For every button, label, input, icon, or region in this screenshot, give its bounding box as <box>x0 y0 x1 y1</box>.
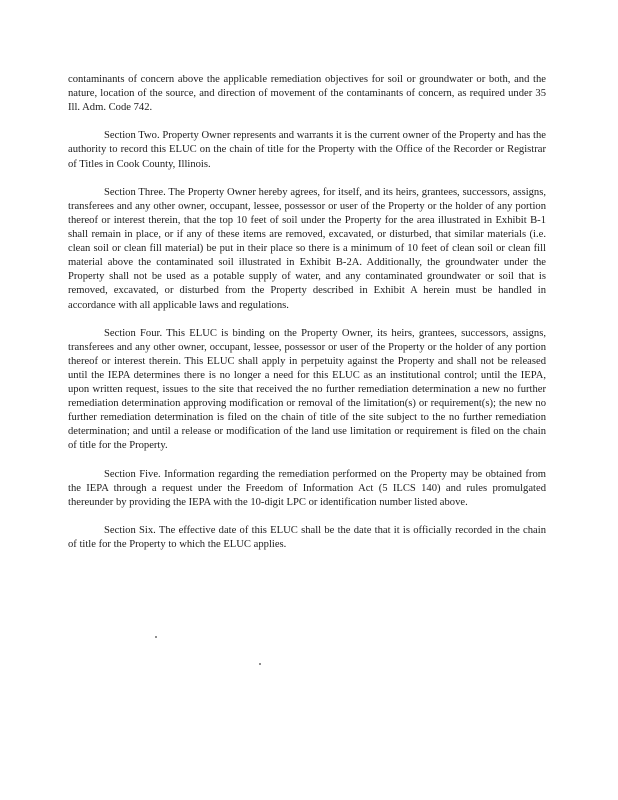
paragraph-section-six: Section Six. The effective date of this ELUC shall be the date that it is officially recorded in the chain of title for the Property to which the ELUC applies. <box>68 525 546 551</box>
paragraph-section-two: Section Two. Property Owner represents and warrants it is the current owner of the Property and has the authority to record this ELUC on the chain of title for the Property with the Office of the Recorder or Registrar of Titles in Cook County, Illinois. <box>68 130 546 170</box>
paragraph-section-three: Section Three. The Property Owner hereby agrees, for itself, and its heirs, grantees, successors, assigns, transferees and any other owner, occupant, lessee, possessor or user of the Property or the holder of any portion thereof or interest therein, that the top 10 feet of soil under the Property for the area illustrated in Exhibit B-1 shall remain in place, or if any of these items are removed, excavated, or disturbed, that similar materials (i.e. clean soil or clean fill material) be put in their place so there is a minimum of 10 feet of clean soil or clean fill material above the contaminated soil illustrated in Exhibit B-2A. Additionally, the groundwater under the Property shall not be used as a potable supply of water, and any contaminated groundwater or soil that is removed, excavated, or disturbed from the Property described in Exhibit A herein must be handled in accordance with all applicable laws and regulations. <box>68 186 546 311</box>
scan-speck <box>155 636 157 638</box>
document-body <box>68 73 546 566</box>
paragraph-section-five: Section Five. Information regarding the remediation performed on the Property may be obtained from the IEPA through a request under the Freedom of Information Act (5 ILCS 140) and rules promulgated thereunder by providing the IEPA with the 10-digit LPC or identification number listed above. <box>68 468 546 508</box>
paragraph-section-four: Section Four. This ELUC is binding on the Property Owner, its heirs, grantees, successors, assigns, transferees and any other owner, occupant, lessee, possessor or user of the Property or the holder of any portion thereof or interest therein. This ELUC shall apply in perpetuity against the Property and shall not be released until the IEPA determines there is no longer a need for this ELUC as an institutional control; until the IEPA, upon written request, issues to the site that received the no further remediation determination a new no further remediation determination approving modification or removal of the limitation(s) or requirement(s); the new no further remediation determination is filed on the chain of title of the site subject to the no further remediation determination; and until a release or modification of the land use limitation or requirement is filed on the chain of title for the Property. <box>68 327 546 452</box>
scan-speck <box>259 663 261 665</box>
paragraph-contaminants-continuation: contaminants of concern above the applicable remediation objectives for soil or groundwater or both, and the nature, location of the source, and direction of movement of the contaminants of concern, as required under 35 Ill. Adm. Code 742. <box>68 74 546 114</box>
